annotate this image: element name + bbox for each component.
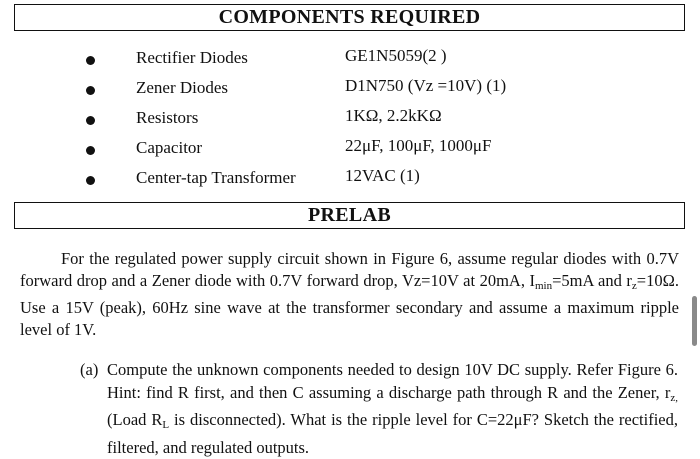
- component-value: D1N750 (Vz =10V) (1): [345, 76, 507, 95]
- component-value: GE1N5059(2 ): [345, 46, 447, 65]
- paragraph-text: For the regulated power supply circuit shown in Figure 6, assume regular diodes with 0.7V forward drop and a Zener diode with 0.7V forward drop, Vz=10V at 20mA, I: [20, 249, 679, 290]
- subscript-z: z: [631, 279, 637, 292]
- components-required-header: [14, 4, 685, 31]
- bullet-icon: [86, 86, 95, 95]
- bullet-icon: [86, 56, 95, 65]
- item-text-part: is disconnected). What is the ripple level for C=22μF? Sketch the rectified, filtered, and regulated outputs.: [107, 410, 678, 457]
- component-row: [0, 166, 700, 196]
- prelab-header: [14, 202, 685, 229]
- prelab-title: PRELAB: [308, 204, 391, 226]
- item-text-part: Compute the unknown components needed to design 10V DC supply. Refer Figure 6. Hint: find R first, and then C assuming a discharge path through R and the Zener, r: [107, 360, 678, 402]
- bullet-icon: [86, 176, 95, 185]
- item-text-part: (Load R: [107, 410, 163, 429]
- component-row: [0, 106, 700, 136]
- item-text: [107, 359, 678, 459]
- component-name: Rectifier Diodes: [136, 48, 248, 67]
- components-required-title: COMPONENTS REQUIRED: [218, 6, 481, 28]
- component-row: [0, 46, 700, 76]
- subscript-min: min: [535, 279, 553, 292]
- component-row: [0, 136, 700, 166]
- component-value: 22μF, 100μF, 1000μF: [345, 136, 492, 155]
- component-name: Zener Diodes: [136, 78, 229, 97]
- prelab-paragraph: [20, 248, 679, 340]
- component-name: Capacitor: [136, 138, 203, 157]
- bullet-icon: [86, 146, 95, 155]
- component-value: 12VAC (1): [345, 166, 420, 185]
- component-value: 1KΩ, 2.2kKΩ: [345, 106, 442, 125]
- subscript-L: L: [162, 419, 170, 431]
- paragraph-text: =10Ω. Use a 15V (peak), 60Hz sine wave at the transformer secondary and assume a maximum ripple level of 1V.: [20, 270, 679, 339]
- bullet-icon: [86, 116, 95, 125]
- subscript-z: z,: [670, 391, 678, 404]
- item-label: (a): [80, 360, 99, 379]
- component-name: Center-tap Transformer: [136, 168, 296, 187]
- component-row: [0, 76, 700, 106]
- paragraph-text: =5mA and r: [552, 270, 632, 290]
- vertical-scrollbar[interactable]: [692, 296, 697, 346]
- component-name: Resistors: [136, 108, 199, 127]
